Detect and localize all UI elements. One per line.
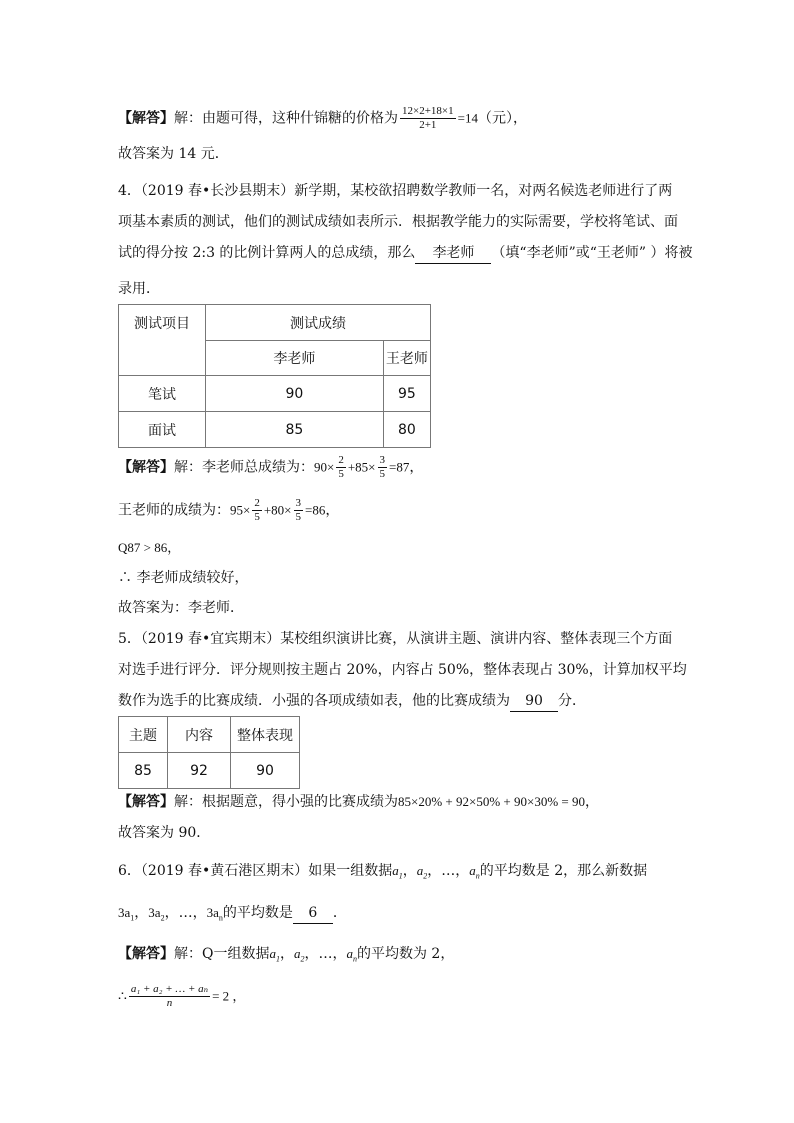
q4-term: 95×: [230, 502, 251, 518]
q6-text-line2: [118, 903, 347, 929]
math-var: [148, 905, 165, 923]
table-cell-li: 85: [206, 412, 384, 448]
q5-line3-suffix: 分．: [558, 693, 586, 709]
q6-therefore-line: [118, 983, 245, 1010]
var-a: a: [346, 946, 353, 961]
frac-num: a₁ + a₂ + … + aₙ: [130, 983, 209, 995]
therefore-symbol: ∴: [118, 988, 127, 1005]
q4-sol-li-prefix: 解：李老师总成绩为：: [174, 459, 314, 476]
q6-answer-blank: 6: [293, 903, 333, 924]
table-header-li: 李老师: [206, 341, 384, 376]
fraction-2-5: [336, 454, 346, 481]
subscript: 1: [130, 913, 135, 923]
table-row: [119, 753, 300, 789]
table-header-wang: 王老师: [383, 341, 430, 376]
q4-line3-prefix: 试的得分按 2:3 的比例计算两人的总成绩，那么: [118, 245, 416, 261]
dots: …: [178, 905, 193, 921]
q4-answer-blank: 李老师: [415, 243, 491, 264]
frac-num: 2: [254, 497, 260, 509]
math-var: [346, 946, 357, 964]
q5-text-line3: [118, 691, 586, 712]
q4-result: =87: [389, 459, 410, 475]
q5-text-line2: 对选手进行评分．评分规则按主题占 20%，内容占 50%，整体表现占 30%，计算加权平均: [118, 662, 687, 678]
sep: ，: [134, 905, 149, 921]
math-var: [206, 905, 223, 923]
math-var: [269, 946, 280, 964]
q6-line1-suffix: 的平均数是 2，那么新数据: [479, 863, 648, 879]
period: ．: [332, 905, 347, 921]
table-cell: 90: [231, 753, 300, 789]
q5-sol-expr: 85×20% + 92×50% + 90×30% = 90: [398, 794, 585, 809]
q3-frac-num: 12×2+18×1: [402, 105, 454, 117]
q4-conclusion: 故答案为：李老师．: [118, 600, 244, 616]
table-row: [119, 412, 431, 448]
q3-frac-den: 2+1: [400, 118, 456, 132]
var-a: a: [269, 946, 276, 961]
q3-result: =14: [457, 110, 478, 126]
table-cell: 92: [168, 753, 231, 789]
table-cell-wang: 95: [383, 376, 430, 412]
q4-score-table: [118, 304, 431, 448]
table-cell-wang: 80: [383, 412, 430, 448]
answer-label: 【解答】: [118, 110, 174, 127]
table-cell: 85: [119, 753, 168, 789]
var-a: a: [469, 863, 476, 878]
fraction-3-5: [378, 454, 388, 481]
subscript: 2: [423, 871, 428, 881]
q4-term: +80×: [263, 502, 292, 518]
comma: ，: [325, 502, 340, 519]
answer-label: 【解答】: [118, 946, 174, 962]
subscript: n: [218, 913, 223, 923]
sep: ，: [455, 863, 470, 879]
q4-text-line1: 4．（2019 春•长沙县期末）新学期，某校欲招聘数学教师一名，对两名候选老师进行了两: [118, 183, 673, 199]
q4-term: +85×: [347, 459, 376, 475]
dots: …: [441, 863, 456, 879]
q6-text-line1: [118, 861, 647, 887]
table-header: 整体表现: [231, 717, 300, 753]
q5-text-line1: 5．（2019 春•宜宾期末）某校组织演讲比赛，从演讲主题、演讲内容、整体表现三个方面: [118, 631, 673, 647]
sep: ，: [402, 863, 417, 879]
q3-unit: （元），: [477, 110, 527, 127]
q6-line1-prefix: 6．（2019 春•黄石港区期末）如果一组数据: [118, 863, 393, 879]
q5-line3-prefix: 数作为选手的比赛成绩．小强的各项成绩如表，他的比赛成绩为: [118, 693, 510, 709]
sep: ，: [164, 905, 179, 921]
fraction-2-5: [252, 497, 262, 524]
table-row: [119, 376, 431, 412]
dots: …: [318, 946, 333, 962]
table-header: 内容: [168, 717, 231, 753]
frac-den: n: [129, 996, 210, 1010]
q3-conclusion: 故答案为 14 元．: [118, 146, 229, 162]
sep: ，: [192, 905, 207, 921]
subscript: 1: [398, 871, 403, 881]
math-var: [416, 863, 428, 881]
frac-num: 3: [295, 497, 302, 509]
table-header-item: 测试项目: [119, 305, 206, 376]
frac-num: 2: [338, 454, 344, 466]
math-var: [293, 946, 305, 964]
three-a: 3a: [206, 905, 219, 920]
math-var: [118, 905, 135, 923]
q5-sol-prefix: 解：根据题意，得小强的比赛成绩为: [174, 794, 398, 810]
table-cell-li: 90: [206, 376, 384, 412]
frac-den: 5: [254, 511, 260, 523]
q6-sol-suffix: 的平均数为 2，: [356, 946, 455, 962]
sep: ，: [332, 946, 347, 962]
q4-compare: Q87 > 86，: [118, 540, 181, 555]
q4-solution-li: [118, 454, 423, 481]
q6-solution: [118, 944, 454, 970]
math-var: [392, 863, 403, 881]
subscript: 2: [160, 913, 165, 923]
comma: ，: [584, 794, 599, 810]
table-header-score: 测试成绩: [206, 305, 431, 341]
q4-text-line4: 录用．: [118, 281, 160, 297]
subscript: 2: [300, 954, 305, 964]
sep: ，: [279, 946, 294, 962]
frac-den: 5: [379, 468, 386, 480]
q6-fraction: [129, 983, 210, 1010]
q5-conclusion: 故答案为 90．: [118, 825, 211, 841]
three-a: 3a: [148, 905, 161, 920]
sep: ，: [304, 946, 319, 962]
subscript: 1: [275, 954, 280, 964]
q4-therefore: ∴ 李老师成绩较好，: [118, 570, 249, 586]
q4-line3-suffix: （填“李老师”或“王老师” ）将被: [491, 245, 693, 261]
q4-text-line3: [118, 243, 693, 264]
answer-label: 【解答】: [118, 459, 174, 476]
table-cell-item: 面试: [119, 412, 206, 448]
table-header: 主题: [119, 717, 168, 753]
frac-den: 5: [295, 511, 302, 523]
q6-sol-prefix: 解：Q一组数据: [174, 946, 270, 962]
frac-num: 3: [379, 454, 386, 466]
subscript: n: [352, 954, 357, 964]
math-var: [469, 863, 480, 881]
q5-answer-blank: 90: [510, 691, 558, 712]
var-a: a: [293, 946, 301, 961]
var-a: a: [416, 863, 424, 878]
comma: ，: [409, 459, 424, 476]
q5-solution: [118, 792, 599, 812]
q4-result: =86: [305, 502, 326, 518]
frac-den: 5: [338, 468, 344, 480]
q5-score-table: [118, 716, 300, 789]
q4-solution-wang: [118, 497, 339, 524]
fraction-3-5: [294, 497, 304, 524]
q3-fraction: [400, 105, 456, 132]
three-a: 3a: [118, 905, 131, 920]
q4-sol-wang-prefix: 王老师的成绩为：: [118, 502, 230, 519]
table-cell-item: 笔试: [119, 376, 206, 412]
q6-frac-eq: = 2 ，: [212, 988, 246, 1004]
q3-solution-line: [118, 105, 527, 132]
answer-label: 【解答】: [118, 794, 174, 810]
q4-text-line2: 项基本素质的测试，他们的测试成绩如表所示．根据教学能力的实际需要，学校将笔试、面: [118, 214, 678, 230]
q3-solution-text: 解：由题可得，这种什锦糖的价格为: [174, 110, 398, 127]
subscript: n: [475, 871, 480, 881]
q6-line2-mid: 的平均数是: [222, 905, 293, 921]
q4-term: 90×: [314, 459, 335, 475]
sep: ，: [427, 863, 442, 879]
var-a: a: [392, 863, 399, 878]
